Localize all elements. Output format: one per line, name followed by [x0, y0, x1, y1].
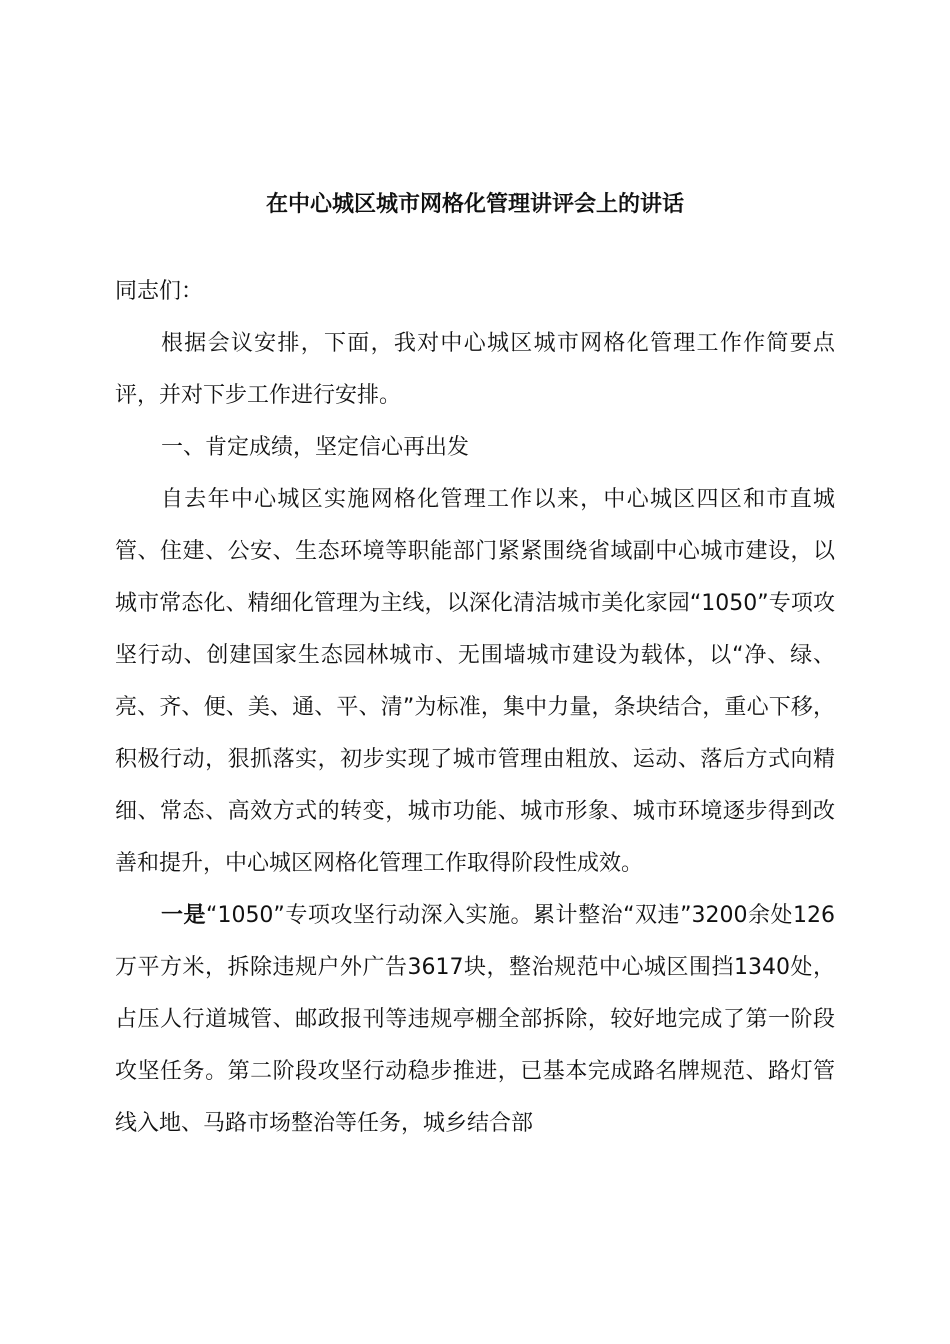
- salutation: 同志们：: [115, 279, 204, 304]
- point-one-lead: 一是: [161, 903, 207, 928]
- point-one-text: “1050”专项攻坚行动深入实施。累计整治“双违”3200余处126万平方米，拆除违规户外广告3617块，整治规范中心城区围挡1340处，占压人行道城管、邮政报刊等违规亭棚全部拆除，较好地完成了第一阶段攻坚任务。第二阶段攻坚行动稳步推进，已基本完成路名牌规范、路灯管线入地、马路市场整治等任务，城乡结合部: [115, 903, 835, 1136]
- section-heading: 一、肯定成绩，坚定信心再出发: [161, 435, 470, 460]
- document-body: [115, 266, 835, 1150]
- achievements-paragraph: 自去年中心城区实施网格化管理工作以来，中心城区四区和市直城管、住建、公安、生态环境等职能部门紧紧围绕省域副中心城市建设，以城市常态化、精细化管理为主线，以深化清洁城市美化家园“1050”专项攻坚行动、创建国家生态园林城市、无围墙城市建设为载体，以“净、绿、亮、齐、便、美、通、平、清”为标准，集中力量，条块结合，重心下移，积极行动，狠抓落实，初步实现了城市管理由粗放、运动、落后方式向精细、常态、高效方式的转变，城市功能、城市形象、城市环境逐步得到改善和提升，中心城区网格化管理工作取得阶段性成效。: [115, 487, 835, 876]
- document-title: 在中心城区城市网格化管理讲评会上的讲话: [265, 192, 684, 217]
- point-one-paragraph: [115, 890, 835, 1150]
- intro-paragraph: 根据会议安排，下面，我对中心城区城市网格化管理工作作简要点评，并对下步工作进行安排。: [115, 331, 835, 408]
